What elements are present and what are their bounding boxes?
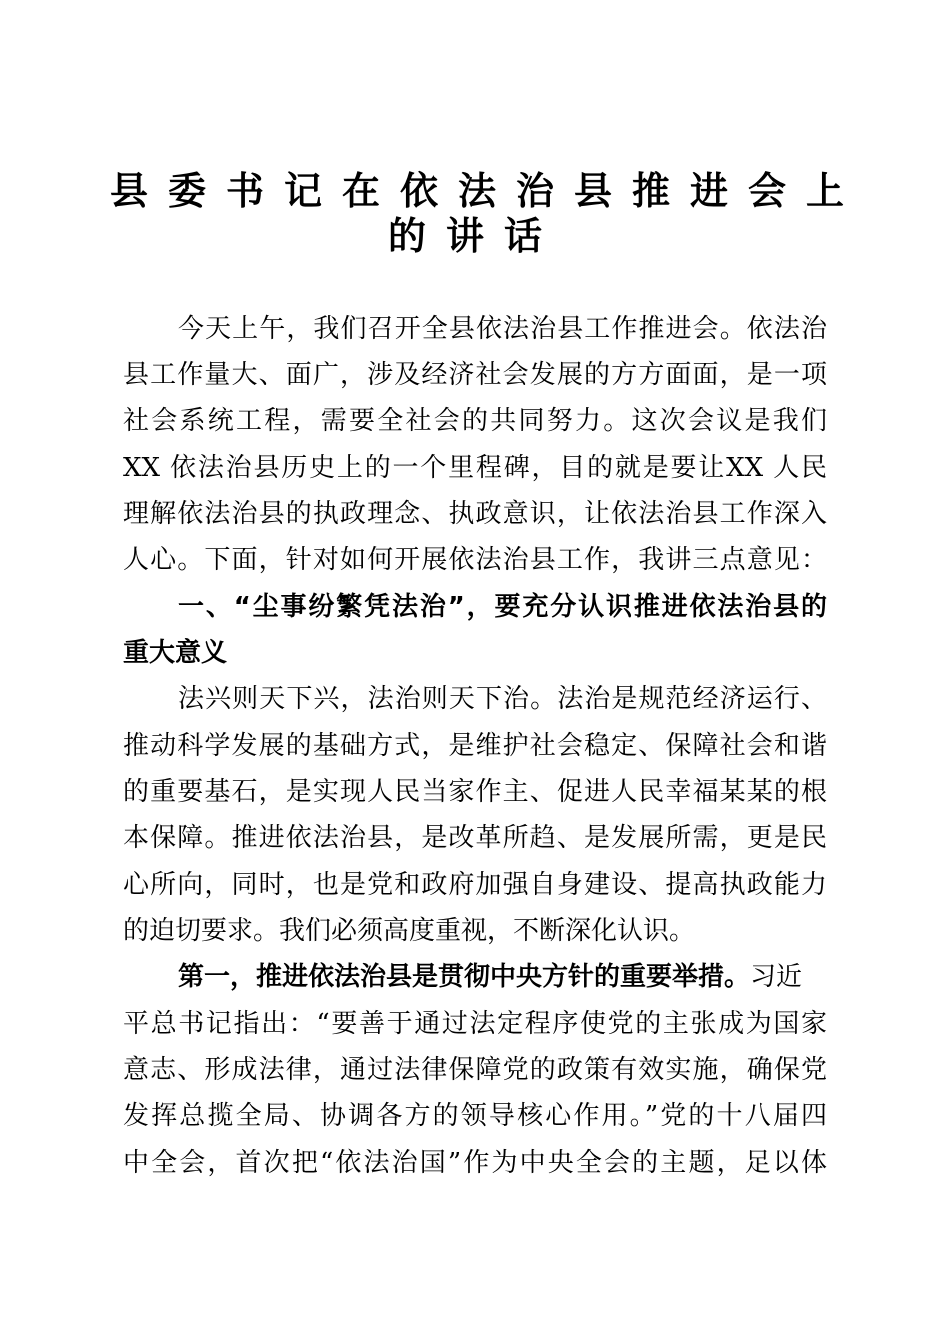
paragraph-line-mixed <box>178 959 827 995</box>
paragraph-line: 的迫切要求。我们必须高度重视，不断深化认识。 <box>123 916 696 946</box>
paragraph-line: 发挥总揽全局、协调各方的领导核心作用。”党的十八届四 <box>123 1101 827 1131</box>
paragraph-line: 法兴则天下兴，法治则天下治。法治是规范经济运行、 <box>178 684 827 714</box>
paragraph-line: 社会系统工程，需要全社会的共同努力。这次会议是我们 <box>123 406 827 436</box>
document-title-line-1: 县委书记在依法治县推进会上 <box>110 168 865 213</box>
paragraph-line: 本保障。推进依法治县，是改革所趋、是发展所需，更是民 <box>123 823 827 853</box>
paragraph-line: 的重要基石，是实现人民当家作主、促进人民幸福某某的根 <box>123 777 827 807</box>
section-heading-line: 重大意义 <box>123 638 228 668</box>
paragraph-line: 推动科学发展的基础方式，是维护社会稳定、保障社会和谐 <box>123 731 827 761</box>
paragraph-line: 今天上午，我们召开全县依法治县工作推进会。依法治 <box>178 314 827 344</box>
bold-lead-text: 第一，推进依法治县是贯彻中央方针的重要举措。 <box>178 962 751 992</box>
paragraph-line: 意志、形成法律，通过法律保障党的政策有效实施，确保党 <box>123 1055 827 1085</box>
paragraph-line: 人心。下面，针对如何开展依法治县工作，我讲三点意见： <box>123 545 827 575</box>
section-heading-line: 一、“尘事纷繁凭法治”，要充分认识推进依法治县的 <box>178 592 827 622</box>
paragraph-line: 平总书记指出：“要善于通过法定程序使党的主张成为国家 <box>123 1009 827 1039</box>
paragraph-line: 心所向，同时，也是党和政府加强自身建设、提高执政能力 <box>123 870 827 900</box>
paragraph-line: 理解依法治县的执政理念、执政意识，让依法治县工作深入 <box>123 499 827 529</box>
paragraph-line: XX 依法治县历史上的一个里程碑，目的就是要让XX 人民 <box>123 453 827 483</box>
paragraph-line: 中全会，首次把“依法治国”作为中央全会的主题，足以体 <box>123 1148 827 1178</box>
document-title-line-2: 的讲话 <box>387 213 562 258</box>
paragraph-text: 习近 <box>750 962 803 992</box>
paragraph-line: 县工作量大、面广，涉及经济社会发展的方方面面，是一项 <box>123 360 827 390</box>
